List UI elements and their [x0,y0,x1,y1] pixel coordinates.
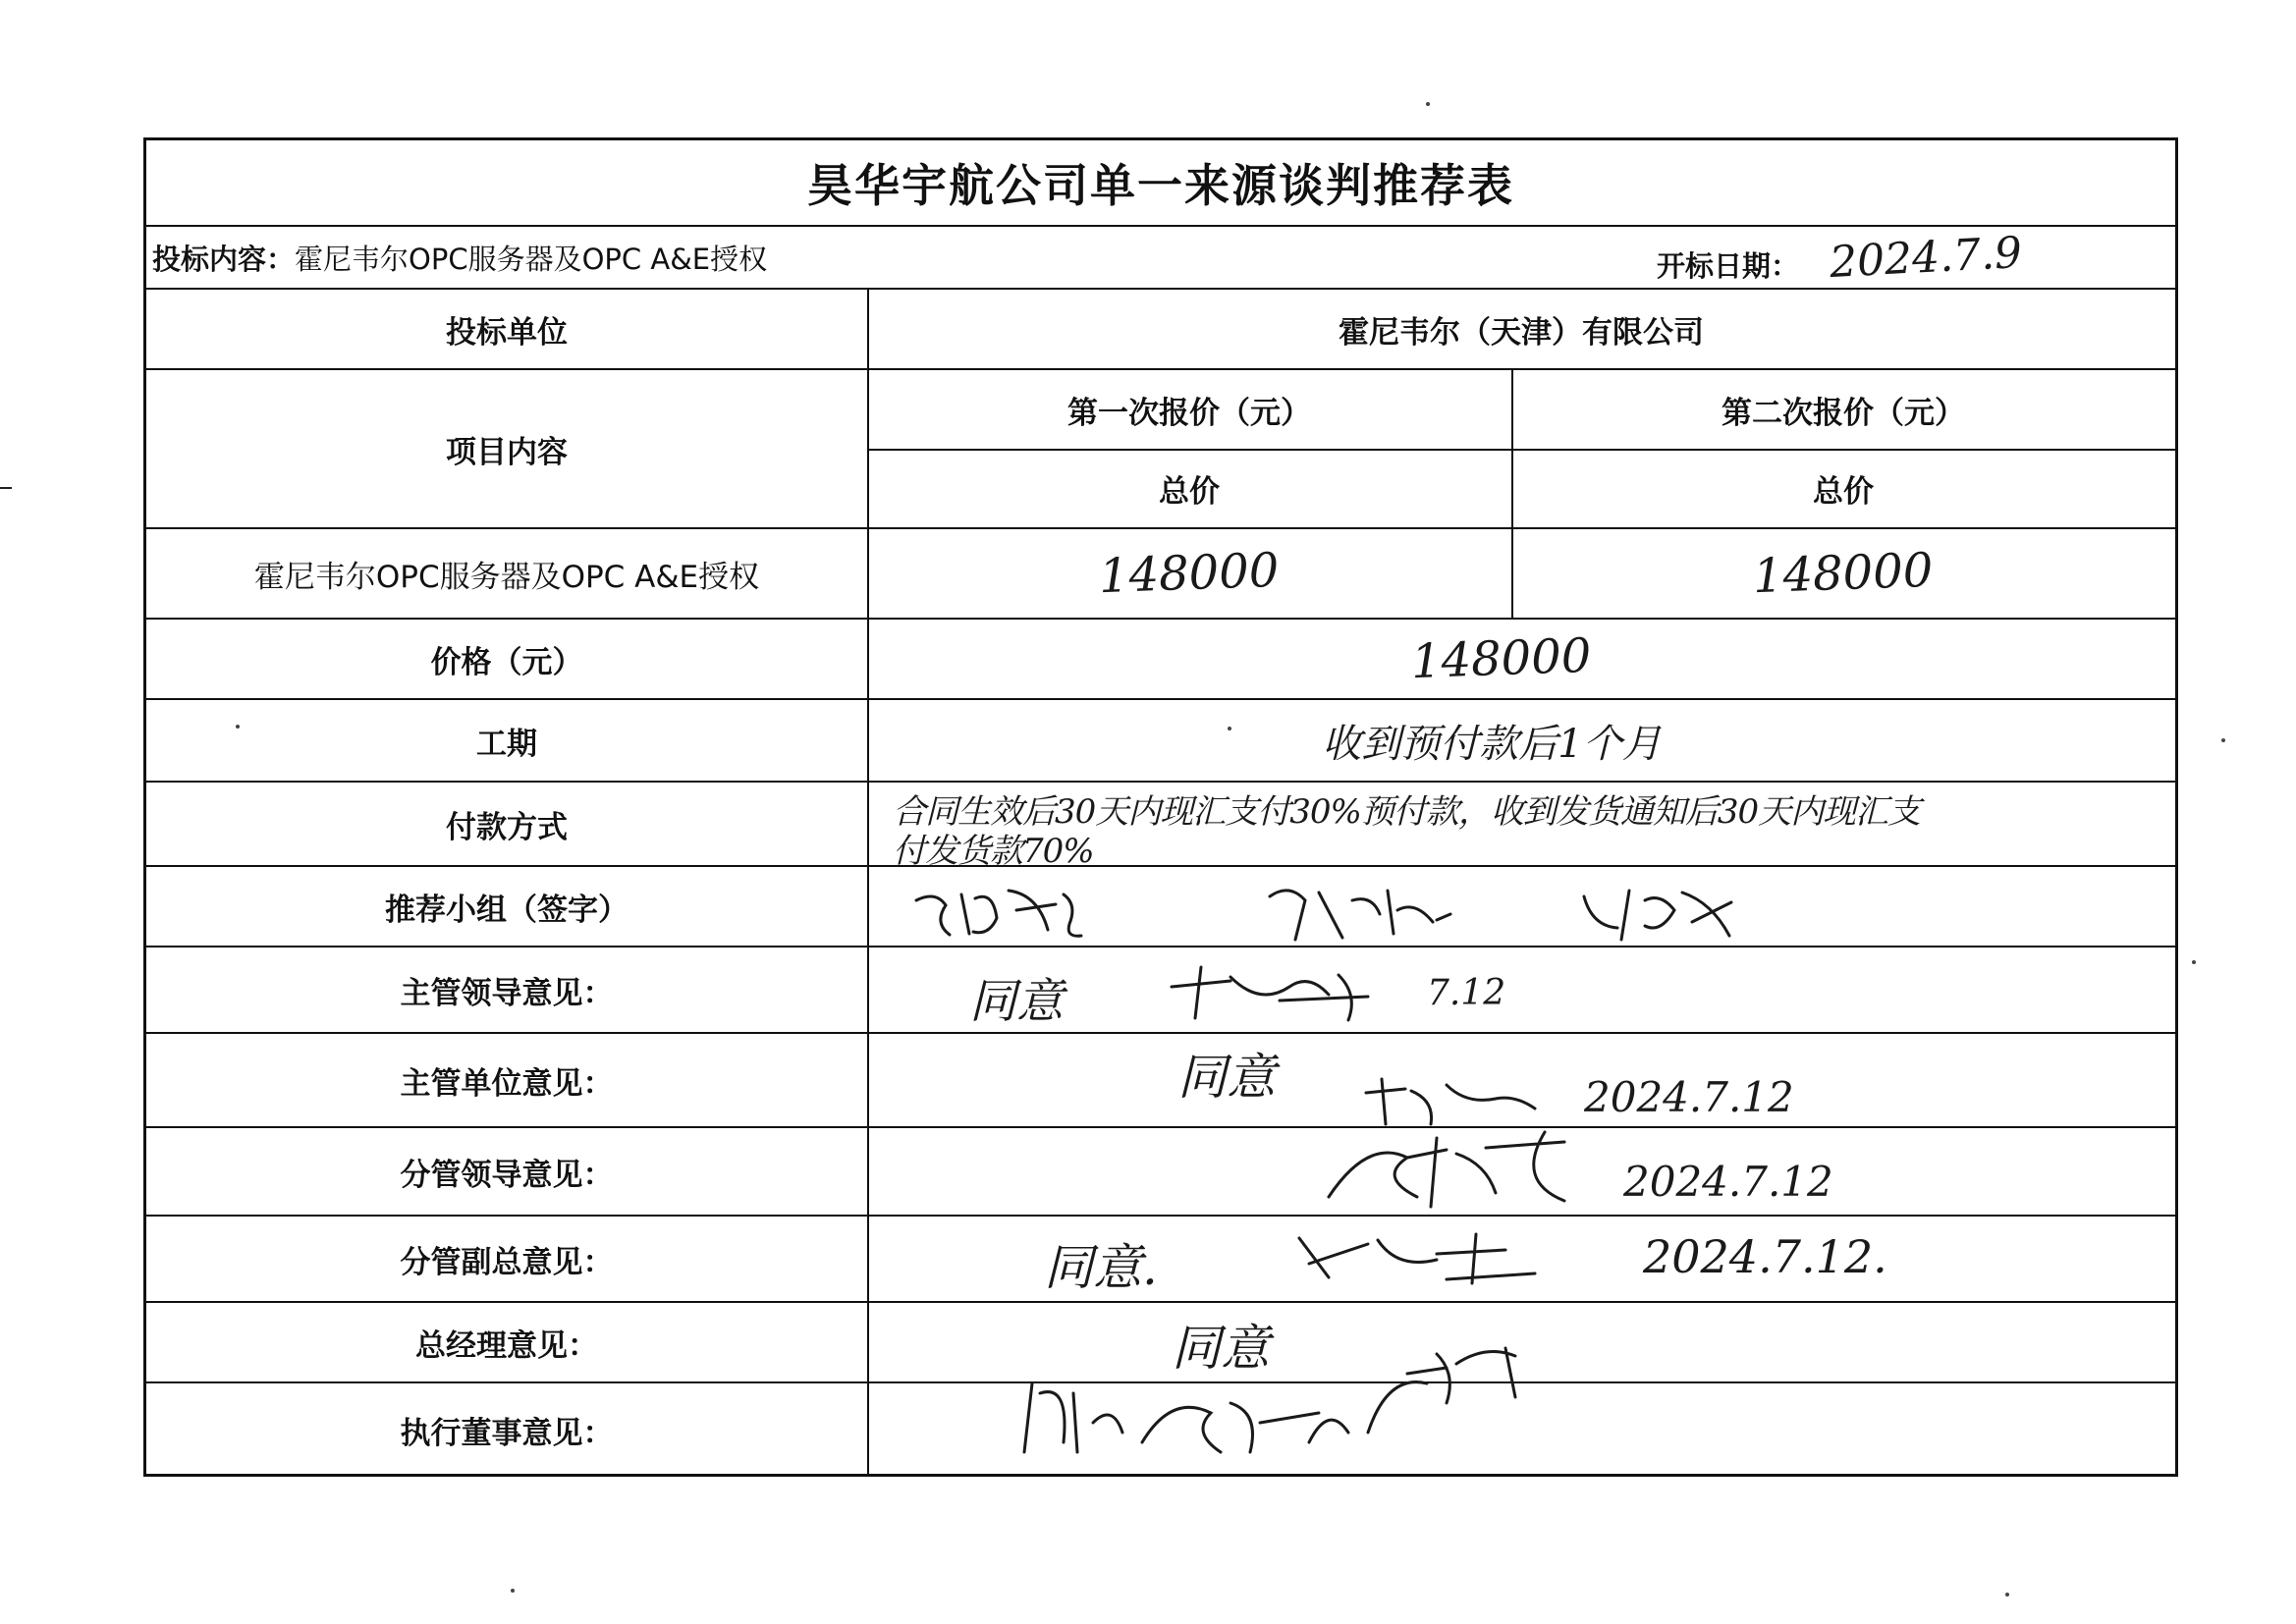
gm-label: 总经理意见： [415,1327,598,1364]
first-total-header: 总价 [1159,473,1220,510]
form-title: 昊华宇航公司单一来源谈判推荐表 [807,159,1514,212]
price-row [146,620,2175,700]
supervisor-leader-opinion: 同意 [969,974,1065,1029]
scan-speck [1426,102,1430,106]
schedule-label: 工期 [476,726,537,762]
bidder-row [146,290,2175,370]
price-label: 价格（元） [430,644,583,680]
vice-gm-row [146,1217,2175,1303]
payment-value-line2: 付发货款70% [893,832,1094,871]
bidder-value: 霍尼韦尔（天津）有限公司 [1339,314,1704,351]
scan-speck [2005,1593,2009,1597]
branch-leader-label: 分管领导意见： [400,1157,614,1193]
first-price: 148000 [1098,542,1281,605]
product-name: 霍尼韦尔OPC服务器及OPC A&E授权 [253,559,760,595]
committee-signatures [906,871,2183,949]
second-total-header: 总价 [1813,473,1874,510]
supervisor-unit-label: 主管单位意见： [400,1065,614,1102]
bid-date-value: 2024.7.9 [1828,227,2024,289]
gm-opinion: 同意 [1172,1320,1270,1377]
bid-info-row [146,227,2175,290]
margin-mark [0,487,12,489]
schedule-row [146,700,2175,783]
item-header-row [146,370,2175,529]
first-quote-header: 第一次报价（元） [1067,395,1311,431]
product-row [146,529,2175,620]
price-value: 148000 [1410,627,1593,690]
supervisor-leader-row [146,947,2175,1034]
executive-director-signature [1014,1325,1584,1472]
second-price: 148000 [1752,542,1935,605]
payment-label: 付款方式 [446,809,568,845]
branch-leader-date: 2024.7.12 [1623,1158,1833,1206]
executive-director-row [146,1383,2175,1476]
bid-date-label: 开标日期： [1657,248,1800,283]
scan-speck [2221,738,2225,742]
payment-value-line1: 合同生效后30天内现汇支付30%预付款，收到发货通知后30天内现汇支 [893,792,1921,832]
vice-gm-label: 分管副总意见： [400,1244,614,1280]
item-content-label: 项目内容 [446,434,568,470]
supervisor-leader-label: 主管领导意见： [400,975,614,1011]
supervisor-unit-signature [1358,1073,1555,1132]
branch-leader-row [146,1128,2175,1217]
vice-gm-date: 2024.7.12. [1643,1230,1887,1283]
vice-gm-signature [1289,1224,1545,1293]
scan-speck [511,1589,515,1593]
recommendation-form [143,137,2178,1477]
schedule-value: 收到预付款后1个月 [1322,721,1662,767]
bid-content-label: 投标内容： [152,242,296,276]
supervisor-leader-signature [1162,957,1417,1026]
payment-row [146,783,2175,871]
scan-speck [2192,960,2196,964]
title-row [146,140,2175,227]
bidder-label: 投标单位 [446,314,568,351]
committee-row [146,867,2175,947]
bid-content-value: 霍尼韦尔OPC服务器及OPC A&E授权 [295,242,768,276]
committee-label: 推荐小组（签字） [385,892,629,928]
vice-gm-opinion: 同意. [1044,1239,1158,1296]
supervisor-unit-row [146,1034,2175,1128]
second-quote-header: 第二次报价（元） [1722,395,1965,431]
executive-director-label: 执行董事意见： [400,1415,614,1451]
supervisor-leader-date: 7.12 [1427,973,1506,1013]
supervisor-unit-opinion: 同意 [1177,1049,1276,1106]
branch-leader-signature [1319,1128,1604,1217]
supervisor-unit-date: 2024.7.12 [1584,1073,1794,1121]
